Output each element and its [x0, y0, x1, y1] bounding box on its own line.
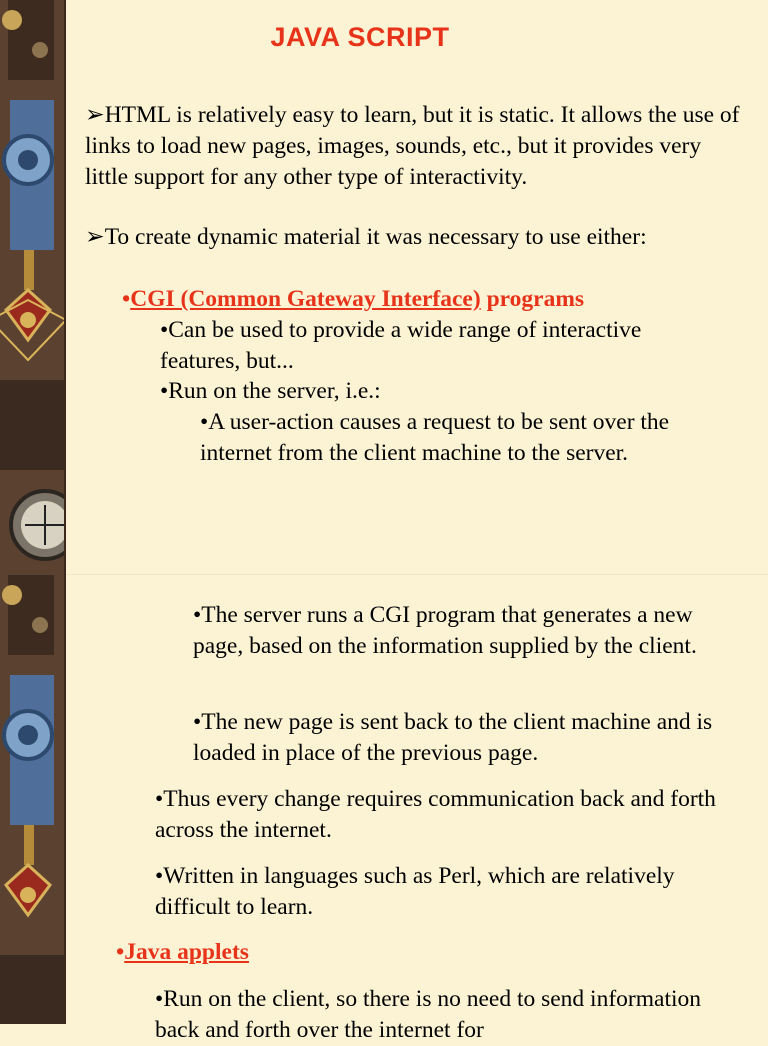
medal-illustration-top [0, 0, 66, 575]
bullet-icon: • [122, 286, 131, 312]
cgi-heading [122, 284, 742, 315]
cgi-subitem-request: •A user-action causes a request to be sent over the internet from the client machine to the server. [200, 409, 670, 466]
cgi-item-server: •Run on the server, i.e.: [160, 378, 381, 404]
medal-illustration-bottom [0, 575, 66, 1024]
page-title: JAVA SCRIPT [270, 22, 450, 52]
paragraph-text: HTML is relatively easy to learn, but it is static. It allows the use of links to load new pages, images, sounds, etc., but it provides very little support for any other type of interactivity. [85, 102, 740, 190]
paragraph-html-static [85, 100, 745, 193]
slide-divider [66, 574, 768, 575]
list-item-server-runs: •The server runs a CGI program that generates a new page, based on the information supplied by the client. [193, 602, 697, 659]
list-item-communication: •Thus every change requires communication back and forth across the internet. [155, 786, 716, 843]
list-item-run-on-client: •Run on the client, so there is no need to send information back and forth over the internet for [155, 986, 702, 1043]
arrow-bullet-icon: ➢ [85, 224, 105, 250]
paragraph-text: To create dynamic material it was necessary to use either: [104, 224, 647, 250]
arrow-bullet-icon: ➢ [85, 102, 105, 128]
bullet-icon: • [116, 939, 125, 965]
decorative-border-bottom [0, 575, 66, 1024]
list-item-perl: •Written in languages such as Perl, which are relatively difficult to learn. [155, 863, 675, 920]
cgi-heading-rest: programs [480, 286, 585, 312]
cgi-link[interactable]: CGI (Common Gateway Interface) [130, 286, 481, 312]
java-applets-link[interactable]: Java applets [124, 939, 249, 965]
paragraph-dynamic-material [85, 222, 745, 253]
cgi-item-range: •Can be used to provide a wide range of interactive features, but... [160, 317, 642, 374]
java-applets-heading [116, 937, 516, 968]
list-item-page-sent-back: •The new page is sent back to the client machine and is loaded in place of the previous page. [193, 709, 713, 766]
decorative-border-top [0, 0, 66, 575]
